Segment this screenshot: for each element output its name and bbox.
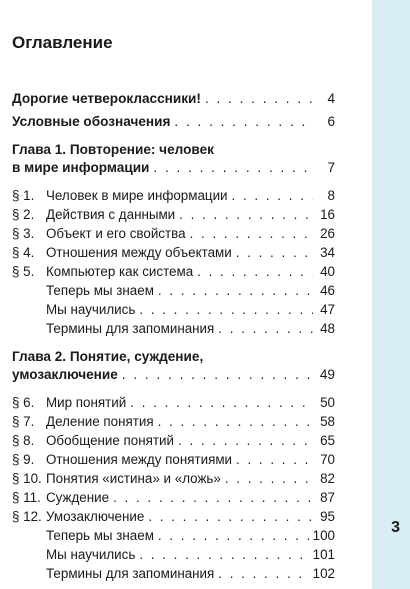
section-number: § 9.	[12, 452, 35, 467]
section-number: § 1.	[12, 188, 35, 203]
section-number: § 12.	[12, 509, 42, 524]
toc-entry-terms-2[interactable]	[12, 564, 335, 583]
toc-entry-now-we-know-1[interactable]	[12, 281, 335, 300]
leader-dots	[158, 281, 313, 300]
toc-entry-section-7[interactable]	[12, 412, 335, 431]
leader-dots	[178, 431, 313, 450]
page-margin-strip	[372, 0, 410, 589]
toc-entry-terms-1[interactable]	[12, 319, 335, 338]
leader-dots	[218, 319, 313, 338]
toc-entry-section-4[interactable]	[12, 243, 335, 262]
toc-entry-label: Дорогие четвероклассники!	[12, 91, 201, 106]
leader-dots	[122, 365, 313, 384]
chapter-heading-2-tail[interactable]	[12, 365, 335, 384]
toc-entry-we-learned-2[interactable]	[12, 545, 335, 564]
toc-entry-page: 48	[320, 321, 335, 336]
toc-entry-now-we-know-2[interactable]	[12, 526, 335, 545]
leader-dots	[236, 450, 313, 469]
toc-entry-label: Термины для запоминания	[46, 321, 215, 336]
toc-entry-page: 4	[327, 91, 335, 106]
toc-entry-we-learned-1[interactable]	[12, 300, 335, 319]
toc-entry-label: Понятия «истина» и «ложь»	[46, 471, 221, 486]
toc-entry-page: 100	[312, 528, 335, 543]
toc-entry-intro[interactable]	[12, 89, 335, 108]
chapter-title-line: умозаключение	[12, 367, 118, 382]
toc-entry-label: Термины для запоминания	[46, 566, 215, 581]
toc-entry-page: 8	[327, 188, 335, 203]
toc-entry-page: 6	[327, 114, 335, 129]
toc-entry-section-5[interactable]	[12, 262, 335, 281]
leader-dots	[218, 564, 308, 583]
toc-entry-section-1[interactable]	[12, 186, 335, 205]
leader-dots	[130, 393, 313, 412]
leader-dots	[179, 205, 313, 224]
page-number: 3	[391, 519, 400, 536]
chapter-heading-2[interactable]	[12, 348, 335, 365]
section-number: § 7.	[12, 414, 35, 429]
toc-entry-section-11[interactable]	[12, 488, 335, 507]
toc-entry-page: 87	[320, 490, 335, 505]
toc-entry-symbols[interactable]	[12, 112, 335, 131]
toc-entry-label: Мы научились	[46, 547, 136, 562]
leader-dots	[236, 243, 313, 262]
toc-entry-label: Теперь мы знаем	[46, 528, 154, 543]
toc-entry-page: 16	[320, 207, 335, 222]
leader-dots	[113, 488, 313, 507]
chapter-heading-1[interactable]	[12, 141, 335, 158]
toc-entry-label: Компьютер как система	[46, 264, 194, 279]
toc-entry-section-6[interactable]	[12, 393, 335, 412]
leader-dots	[197, 262, 313, 281]
leader-dots	[190, 224, 313, 243]
toc-entry-page: 101	[312, 547, 335, 562]
leader-dots	[139, 300, 313, 319]
section-number: § 4.	[12, 245, 35, 260]
toc-entry-section-3[interactable]	[12, 224, 335, 243]
toc-entry-label: Деление понятия	[46, 414, 154, 429]
chapter-title-line: Глава 2. Понятие, суждение,	[12, 349, 204, 364]
toc-entry-page: 65	[320, 433, 335, 448]
leader-dots	[148, 507, 313, 526]
section-number: § 5.	[12, 264, 35, 279]
toc-entry-page: 50	[320, 395, 335, 410]
section-number: § 6.	[12, 395, 35, 410]
toc-entry-label: Мир понятий	[46, 395, 127, 410]
toc-entry-page: 46	[320, 283, 335, 298]
toc-entry-section-2[interactable]	[12, 205, 335, 224]
toc-entry-label: Отношения между понятиями	[46, 452, 233, 467]
toc-entry-page: 102	[312, 566, 335, 581]
leader-dots	[205, 89, 313, 108]
toc-entry-page: 40	[320, 264, 335, 279]
section-number: § 10.	[12, 471, 42, 486]
toc-entry-page: 95	[320, 509, 335, 524]
toc-entry-label: Объект и его свойства	[46, 226, 186, 241]
leader-dots	[232, 186, 313, 205]
toc-entry-label: Действия с данными	[46, 207, 176, 222]
leader-dots	[158, 412, 313, 431]
toc-title: Оглавление	[12, 33, 113, 52]
toc-entry-section-12[interactable]	[12, 507, 335, 526]
toc-entry-page: 82	[320, 471, 335, 486]
section-number: § 3.	[12, 226, 35, 241]
toc-entry-label: Умозаключение	[46, 509, 145, 524]
toc-entry-page: 58	[320, 414, 335, 429]
toc-entry-label: Теперь мы знаем	[46, 283, 154, 298]
section-number: § 8.	[12, 433, 35, 448]
leader-dots	[174, 112, 313, 131]
toc-entry-page: 7	[327, 160, 335, 175]
toc-entry-section-9[interactable]	[12, 450, 335, 469]
toc-entry-page: 70	[320, 452, 335, 467]
toc-entry-page: 49	[319, 367, 335, 382]
section-number: § 11.	[12, 490, 41, 505]
toc-entry-page: 34	[320, 245, 335, 260]
chapter-title-line: в мире информации	[12, 160, 150, 175]
toc-entry-label: Условные обозначения	[12, 114, 171, 129]
toc-entry-label: Человек в мире информации	[46, 188, 228, 203]
table-of-contents	[12, 89, 335, 583]
chapter-title-line: Глава 1. Повторение: человек	[12, 142, 214, 157]
toc-entry-label: Суждение	[46, 490, 110, 505]
leader-dots	[225, 469, 313, 488]
chapter-heading-1-tail[interactable]	[12, 158, 335, 177]
toc-entry-page: 26	[320, 226, 335, 241]
toc-entry-page: 47	[320, 302, 335, 317]
toc-entry-label: Мы научились	[46, 302, 136, 317]
toc-entry-section-10[interactable]	[12, 469, 335, 488]
leader-dots	[153, 158, 313, 177]
leader-dots	[139, 545, 308, 564]
toc-entry-section-8[interactable]	[12, 431, 335, 450]
leader-dots	[158, 526, 309, 545]
toc-entry-label: Отношения между объектами	[46, 245, 232, 260]
section-number: § 2.	[12, 207, 35, 222]
toc-entry-label: Обобщение понятий	[46, 433, 174, 448]
